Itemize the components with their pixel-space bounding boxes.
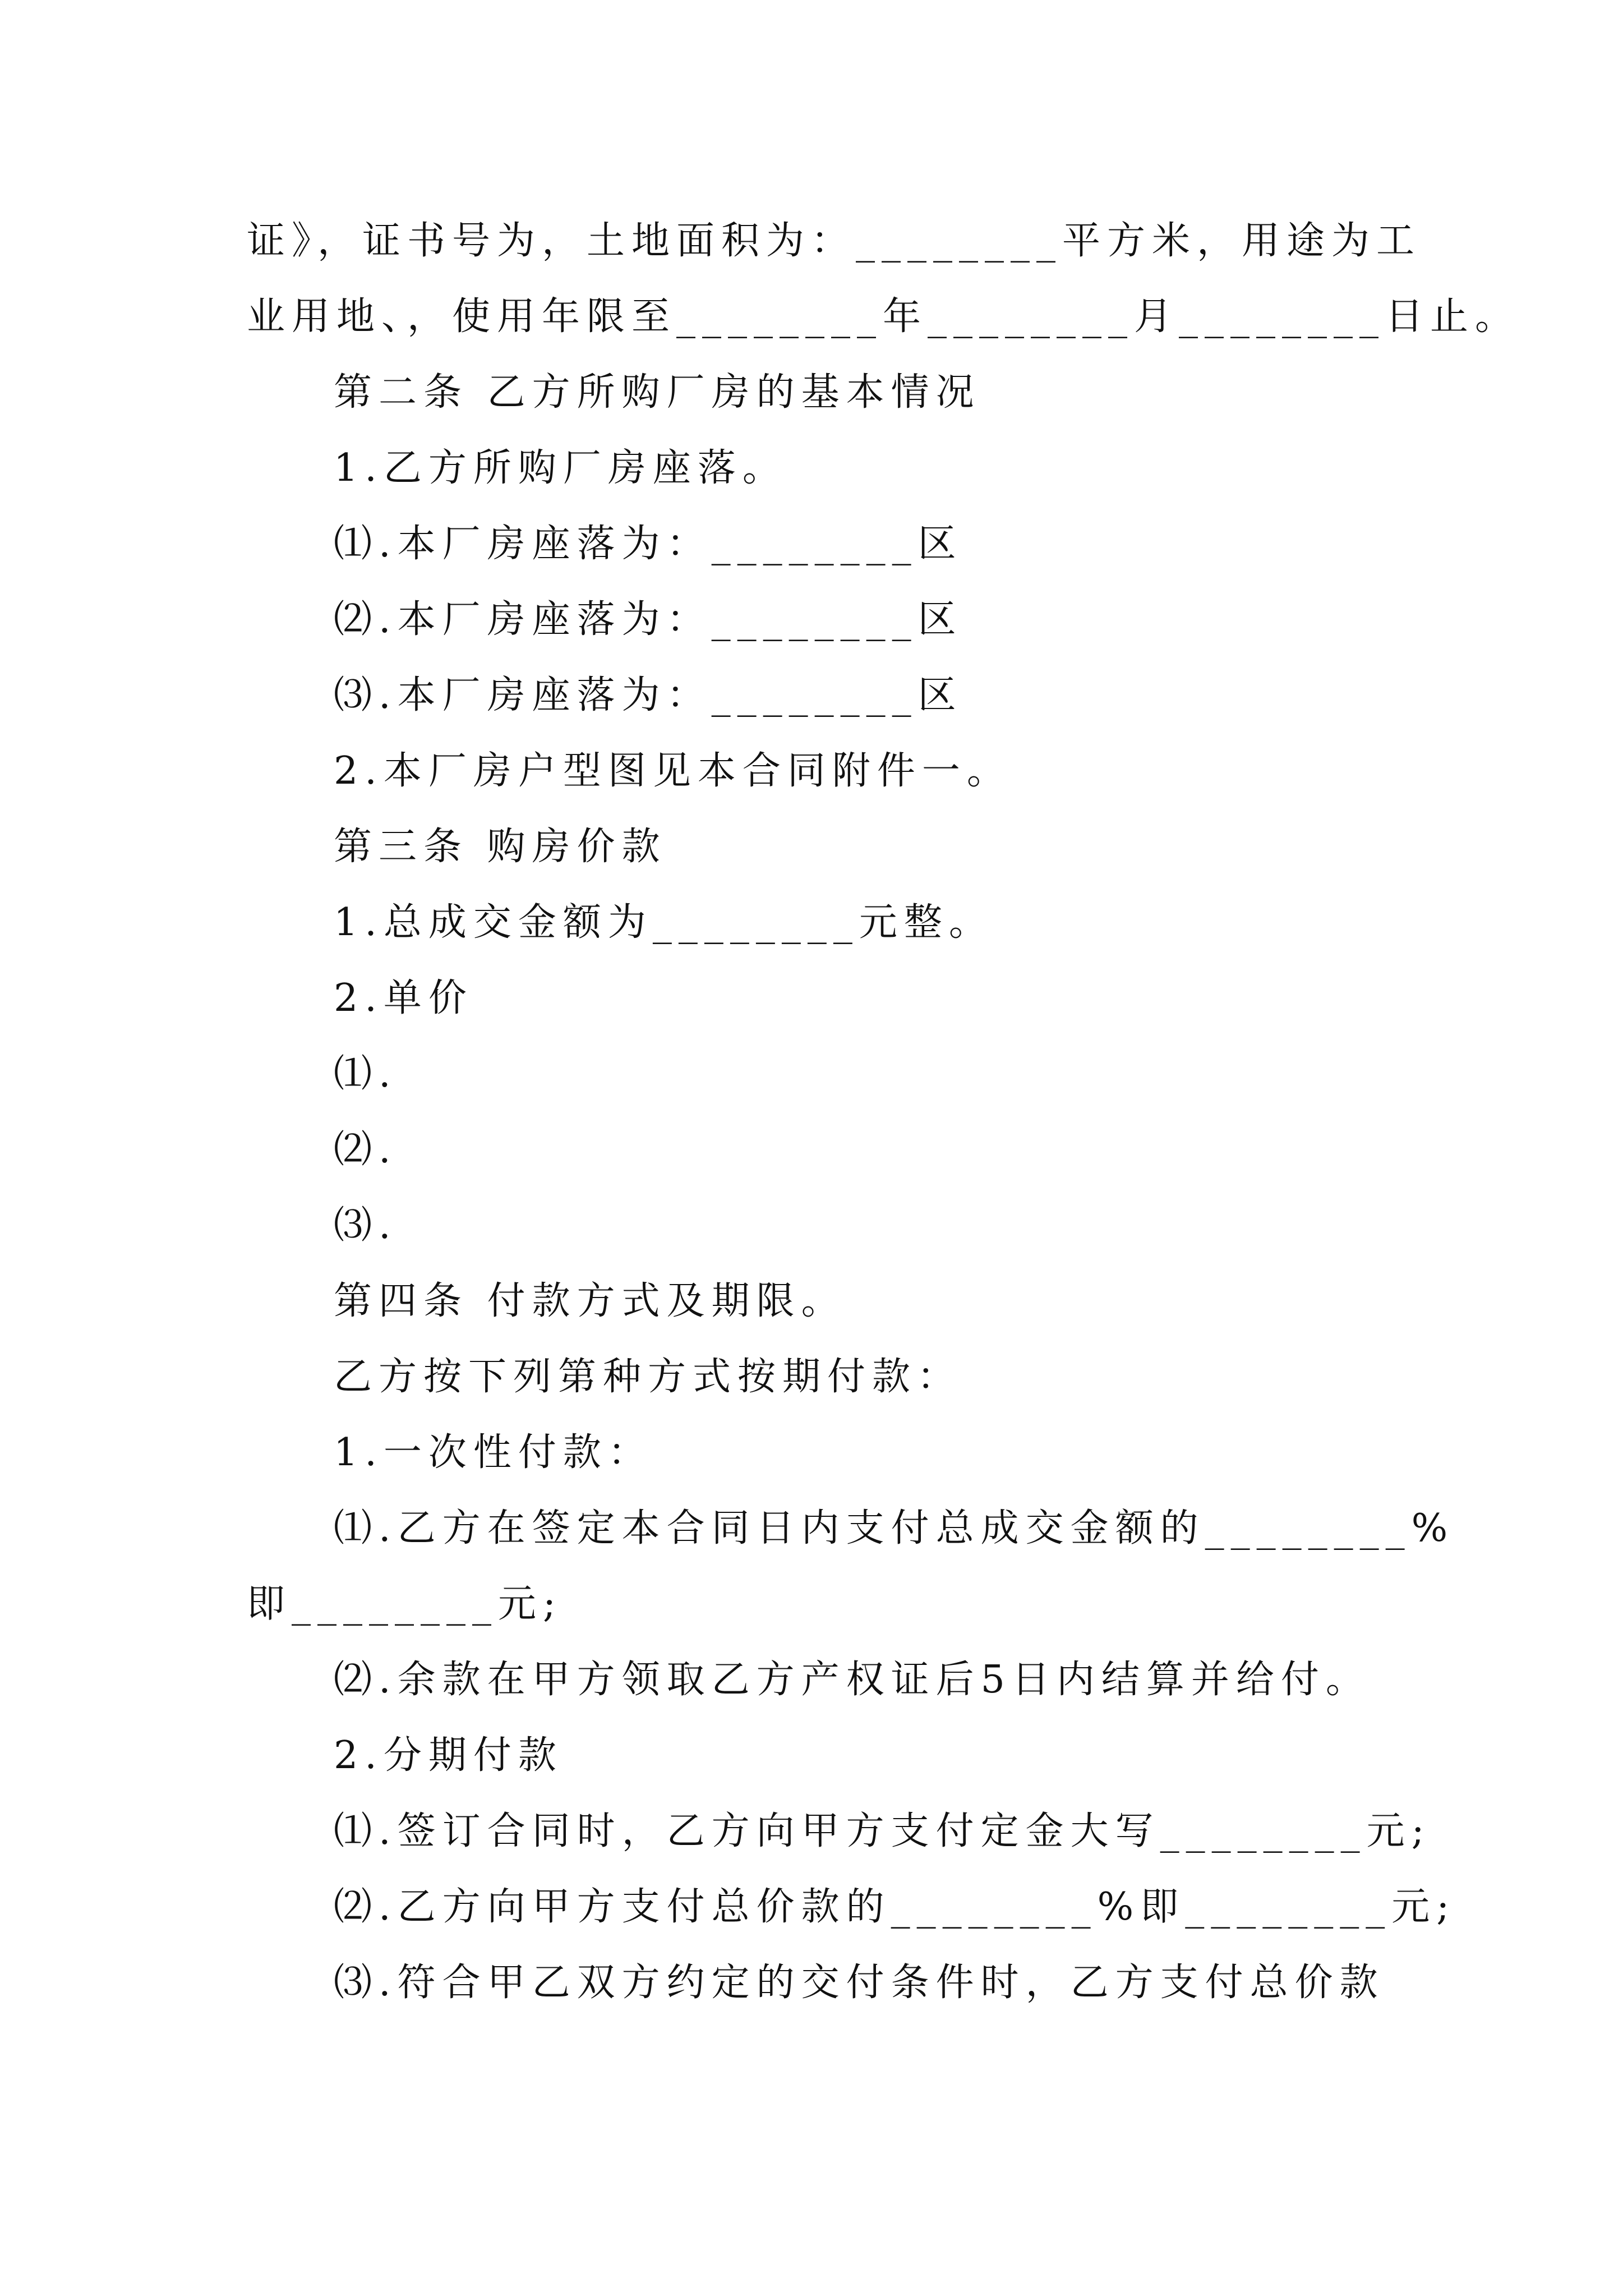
text-line: 2.分期付款 [334,1733,563,1778]
text-line: ⑵. [334,1128,398,1172]
text-line: 即________元; [247,1582,562,1626]
text-line: 乙方按下列第种方式按期付款： [334,1355,962,1399]
text-line: 业用地、，使用年限至________年________月________日止。 [247,295,1520,339]
text-line: ⑴. [334,1052,398,1096]
section-heading: 第三条 购房价款 [334,825,667,869]
text-line: 2.本厂房户型图见本合同附件一。 [334,749,1012,793]
section-heading: 第二条 乙方所购厂房的基本情况 [334,370,981,415]
text-line: ⑴.乙方在签定本合同日内支付总成交金额的________% [334,1506,1455,1550]
text-line: 证》，证书号为，土地面积为：________平方米，用途为工 [247,219,1422,263]
text-line: ⑶. [334,1203,398,1248]
section-heading: 第四条 付款方式及期限。 [334,1279,846,1323]
text-line: 1.一次性付款： [334,1430,653,1475]
text-line: ⑵.乙方向甲方支付总价款的________%即________元; [334,1885,1456,1929]
text-line: 1.总成交金额为________元整。 [334,900,994,945]
text-line: ⑴.本厂房座落为：________区 [334,522,963,566]
text-line: ⑵.本厂房座落为：________区 [334,597,963,642]
text-line: 1.乙方所购厂房座落。 [334,446,787,490]
text-line: ⑵.余款在甲方领取乙方产权证后5日内结算并给付。 [334,1658,1371,1702]
text-line: ⑶.本厂房座落为：________区 [334,673,963,717]
text-line: ⑶.符合甲乙双方约定的交付条件时，乙方支付总价款 [334,1961,1385,2005]
text-line: 2.单价 [334,976,473,1020]
text-line: ⑴.签订合同时，乙方向甲方支付定金大写________元; [334,1809,1431,1853]
